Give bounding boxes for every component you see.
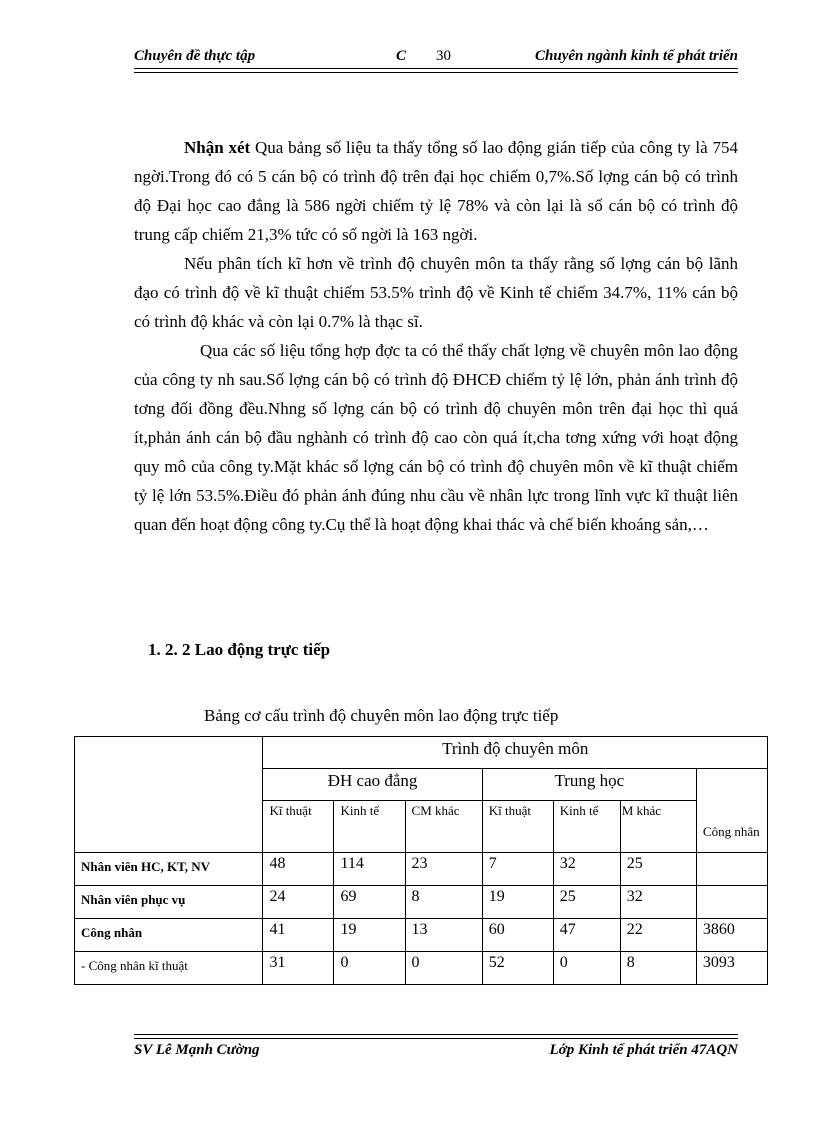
table-cell: 7 <box>482 853 553 886</box>
group1-header: ĐH cao đẳng <box>263 769 482 801</box>
paragraph-1-text: Qua bảng số liệu ta thấy tổng số lao động gián tiếp của công ty là 754 ngời.Trong đó có 5 cán bộ có trình độ trên đại học chiếm 0,7%.Số lợng cán bộ có trình độ Đại học cao đẳng là 586 ngời chiếm tỷ lệ 78% và còn lại là số cán bộ có trình độ trung cấp chiếm 21,3% tức có số ngời là 163 ngời. <box>134 138 738 244</box>
table-cell: 0 <box>334 952 405 985</box>
column-header: Kĩ thuật <box>263 801 334 853</box>
table-cell: 32 <box>553 853 620 886</box>
table-title: Bảng cơ cấu trình độ chuyên môn lao động trực tiếp <box>204 706 559 725</box>
table-cell <box>696 886 767 919</box>
table-cell: 8 <box>620 952 696 985</box>
table-cell: 47 <box>553 919 620 952</box>
table-corner-cell <box>75 737 263 853</box>
column-header: Công nhân <box>696 769 767 853</box>
table-cell: 0 <box>553 952 620 985</box>
table-cell <box>696 853 767 886</box>
group-header: Trình độ chuyên môn <box>263 737 768 769</box>
row-label: - Công nhân kĩ thuật <box>75 952 263 985</box>
table-cell: 22 <box>620 919 696 952</box>
group2-header: Trung học <box>482 769 696 801</box>
column-header: M khác <box>620 801 696 853</box>
table-row <box>75 853 768 886</box>
column-header: Kinh tế <box>553 801 620 853</box>
table-cell: 114 <box>334 853 405 886</box>
table-cell: 52 <box>482 952 553 985</box>
qualification-table <box>74 736 768 985</box>
table-cell: 24 <box>263 886 334 919</box>
table-cell: 0 <box>405 952 482 985</box>
header-mid: C <box>396 48 407 64</box>
footer-divider <box>134 1034 738 1039</box>
table-cell: 3860 <box>696 919 767 952</box>
body-text <box>134 133 738 539</box>
table-cell: 60 <box>482 919 553 952</box>
row-label: Nhân viên phục vụ <box>75 886 263 919</box>
table-cell: 69 <box>334 886 405 919</box>
page-footer <box>134 1042 738 1059</box>
paragraph-lead: Nhận xét <box>184 138 251 157</box>
header-divider <box>134 68 738 73</box>
header-right: Chuyên ngành kinh tế phát triển <box>535 48 738 64</box>
table-cell: 3093 <box>696 952 767 985</box>
table-row <box>75 886 768 919</box>
table-row <box>75 919 768 952</box>
paragraph-3: Qua các số liệu tổng hợp đợc ta có thể thấy chất lợng về chuyên môn lao động của công ty nh sau.Số lợng cán bộ có trình độ ĐHCĐ chiếm tỷ lệ lớn, phản ánh trình độ tơng đối đồng đều.Nhng số lợng cán bộ có trình độ chuyên môn trên đại học thì quá ít,phản ánh cán bộ đầu nghành có trình độ cao còn quá ít,cha tơng xứng với hoạt động quy mô của công ty.Mặt khác số lợng cán bộ có trình độ chuyên môn về kĩ thuật chiếm tỷ lệ lớn 53.5%.Điều đó phản ánh đúng nhu cầu về nhân lực trong lĩnh vực kĩ thuật liên quan đến hoạt động công ty.Cụ thể là hoạt động khai thác và chế biến khoáng sản,… <box>134 341 738 534</box>
column-header: CM khác <box>405 801 482 853</box>
table-cell: 32 <box>620 886 696 919</box>
page-number: 30 <box>436 48 451 64</box>
row-label: Nhân viên HC, KT, NV <box>75 853 263 886</box>
row-label: Công nhân <box>75 919 263 952</box>
section-title: 1. 2. 2 Lao động trực tiếp <box>148 640 331 659</box>
table-cell: 13 <box>405 919 482 952</box>
paragraph-1 <box>134 133 738 249</box>
table-cell: 23 <box>405 853 482 886</box>
header-left: Chuyên đề thực tập <box>134 48 256 64</box>
footer-left: SV Lê Mạnh Cường <box>134 1042 260 1058</box>
page-header <box>134 48 738 70</box>
table-cell: 25 <box>620 853 696 886</box>
table-cell: 41 <box>263 919 334 952</box>
table-cell: 48 <box>263 853 334 886</box>
table-cell: 8 <box>405 886 482 919</box>
paragraph-2: Nếu phân tích kĩ hơn về trình độ chuyên môn ta thấy rằng số lợng cán bộ lãnh đạo có trình độ về kĩ thuật chiếm 53.5% trình độ về Kinh tế chiếm 34.7%, 11% cán bộ có trình độ khác và còn lại 0.7% là thạc sĩ. <box>134 254 738 331</box>
table-cell: 19 <box>482 886 553 919</box>
table-cell: 19 <box>334 919 405 952</box>
column-header: Kĩ thuật <box>482 801 553 853</box>
column-header: Kinh tế <box>334 801 405 853</box>
footer-right: Lớp Kinh tế phát triển 47AQN <box>549 1042 738 1058</box>
table-row <box>75 952 768 985</box>
table-cell: 25 <box>553 886 620 919</box>
table-cell: 31 <box>263 952 334 985</box>
